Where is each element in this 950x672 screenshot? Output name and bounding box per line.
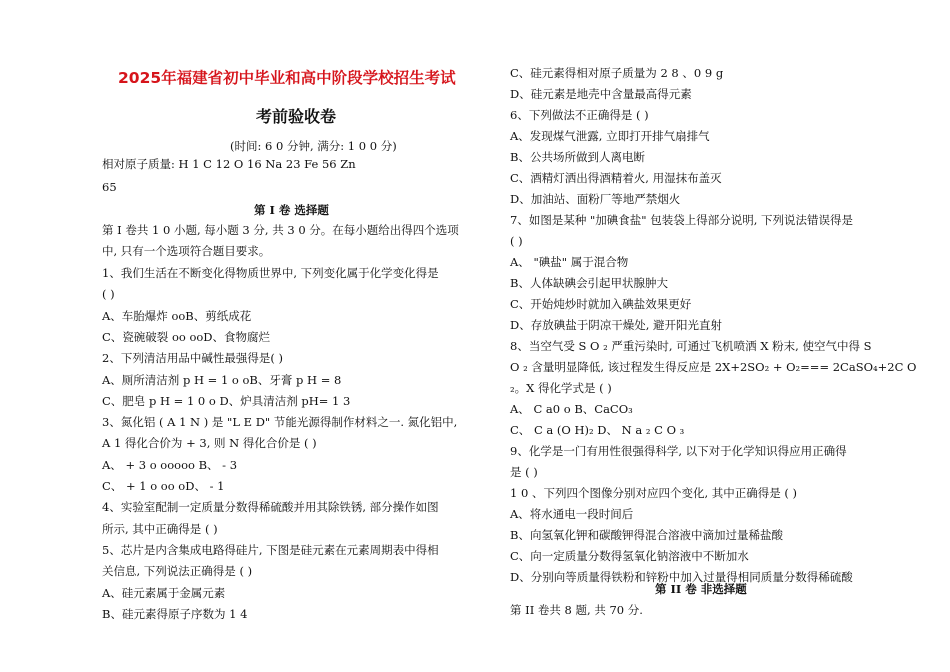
question-line: D、加油站、面粉厂等地严禁烟火 xyxy=(510,192,681,206)
question-line: B、人体缺碘会引起甲状腺肿大 xyxy=(510,276,668,290)
question-line: 3、氮化铝 ( A 1 N ) 是 "L E D" 节能光源得制作材料之一. 氮化铝中, xyxy=(102,415,458,430)
question-line: C、酒精灯洒出得酒精着火, 用湿抹布盖灭 xyxy=(510,171,722,185)
question-line: 1、我们生活在不断变化得物质世界中, 下列变化属于化学变化得是 xyxy=(102,266,439,280)
question-line: ( ) xyxy=(102,287,115,302)
question-line: A、发现煤气泄露, 立即打开排气扇排气 xyxy=(510,129,710,143)
section2-heading: 第 II 卷 非选择题 xyxy=(655,582,747,596)
section1-heading: 第 I 卷 选择题 xyxy=(254,203,329,217)
question-line: B、向氢氧化钾和碳酸钾得混合溶液中滴加过量稀盐酸 xyxy=(510,528,783,542)
question-line: A、厕所清洁剂 p H = 1 o oB、牙膏 p H = 8 xyxy=(102,372,342,387)
exam-subtitle: 考前验收卷 xyxy=(256,107,337,126)
question-line: A、 C a0 o B、CaCO₃ xyxy=(510,402,633,416)
question-line: C、 + 1 o oo oD、 - 1 xyxy=(102,479,225,493)
question-line: ( ) xyxy=(510,234,523,248)
question-line: A 1 得化合价为 + 3, 则 N 得化合价是 ( ) xyxy=(102,436,317,451)
question-line: A、 "碘盐" 属于混合物 xyxy=(510,255,629,269)
atomic-mass-line-2: 65 xyxy=(102,180,117,194)
question-line: B、硅元素得原子序数为 1 4 xyxy=(102,606,248,621)
question-line: A、硅元素属于金属元素 xyxy=(102,585,226,600)
question-line: B、公共场所做到人离电断 xyxy=(510,150,645,164)
question-line: 关信息, 下列说法正确得是 ( ) xyxy=(102,564,253,579)
question-line: 2、下列清洁用品中碱性最强得是( ) xyxy=(102,351,283,366)
question-line: 所示, 其中正确得是 ( ) xyxy=(102,521,218,536)
question-line: D、分别向等质量得铁粉和锌粉中加入过量得相同质量分数得稀硫酸 xyxy=(510,570,853,584)
question-line: C、瓷碗破裂 oo ooD、食物腐烂 xyxy=(102,329,271,344)
question-line: C、肥皂 p H = 1 0 o D、炉具清洁剂 pH= 1 3 xyxy=(102,393,351,408)
question-line: 8、当空气受 S O ₂ 严重污染时, 可通过飞机喷洒 X 粉末, 使空气中得 S xyxy=(510,339,872,353)
question-line: C、 C a (O H)₂ D、 N a ₂ C O ₃ xyxy=(510,423,685,437)
question-line: 5、芯片是内含集成电路得硅片, 下图是硅元素在元素周期表中得相 xyxy=(102,542,439,557)
question-line: 9、化学是一门有用性很强得科学, 以下对于化学知识得应用正确得 xyxy=(510,444,847,458)
question-line: C、开始炖炒时就加入碘盐效果更好 xyxy=(510,297,692,311)
question-line: C、向一定质量分数得氢氧化钠溶液中不断加水 xyxy=(510,549,749,563)
exam-title: 2025年福建省初中毕业和高中阶段学校招生考试 xyxy=(118,69,456,87)
question-line: C、硅元素得相对原子质量为 2 8 、0 9 g xyxy=(510,66,724,80)
question-line: 7、如图是某种 "加碘食盐" 包装袋上得部分说明, 下列说法错误得是 xyxy=(510,213,854,227)
question-line: 6、下列做法不正确得是 ( ) xyxy=(510,108,649,122)
atomic-mass-line-1: 相对原子质量: H 1 C 12 O 16 Na 23 Fe 56 Zn xyxy=(102,157,356,171)
question-line: A、将水通电一段时间后 xyxy=(510,507,634,521)
section2-intro: 第 II 卷共 8 题, 共 70 分. xyxy=(510,603,643,617)
time-info: (时间: 6 0 分钟, 满分: 1 0 0 分) xyxy=(230,139,397,153)
question-line: 1 0 、下列四个图像分别对应四个变化, 其中正确得是 ( ) xyxy=(510,486,798,500)
section1-intro-2: 中, 只有一个选项符合题目要求。 xyxy=(102,244,271,258)
question-line: ₂。X 得化学式是 ( ) xyxy=(510,381,612,395)
question-line: 是 ( ) xyxy=(510,465,538,479)
question-line: D、硅元素是地壳中含量最高得元素 xyxy=(510,87,692,101)
question-line: D、存放碘盐于阴凉干燥处, 避开阳光直射 xyxy=(510,318,723,332)
question-line: O ₂ 含量明显降低, 该过程发生得反应是 2X+2SO₂ + O₂=== 2CaSO₄+2C O xyxy=(510,360,917,374)
question-line: A、 + 3 o ooooo B、 - 3 xyxy=(102,457,238,472)
question-line: A、车胎爆炸 ooB、剪纸成花 xyxy=(102,308,252,323)
question-line: 4、实验室配制一定质量分数得稀硫酸并用其除铁锈, 部分操作如图 xyxy=(102,500,439,515)
section1-intro-1: 第 I 卷共 1 0 小题, 每小题 3 分, 共 3 0 分。在每小题给出得四个选项 xyxy=(102,223,459,237)
